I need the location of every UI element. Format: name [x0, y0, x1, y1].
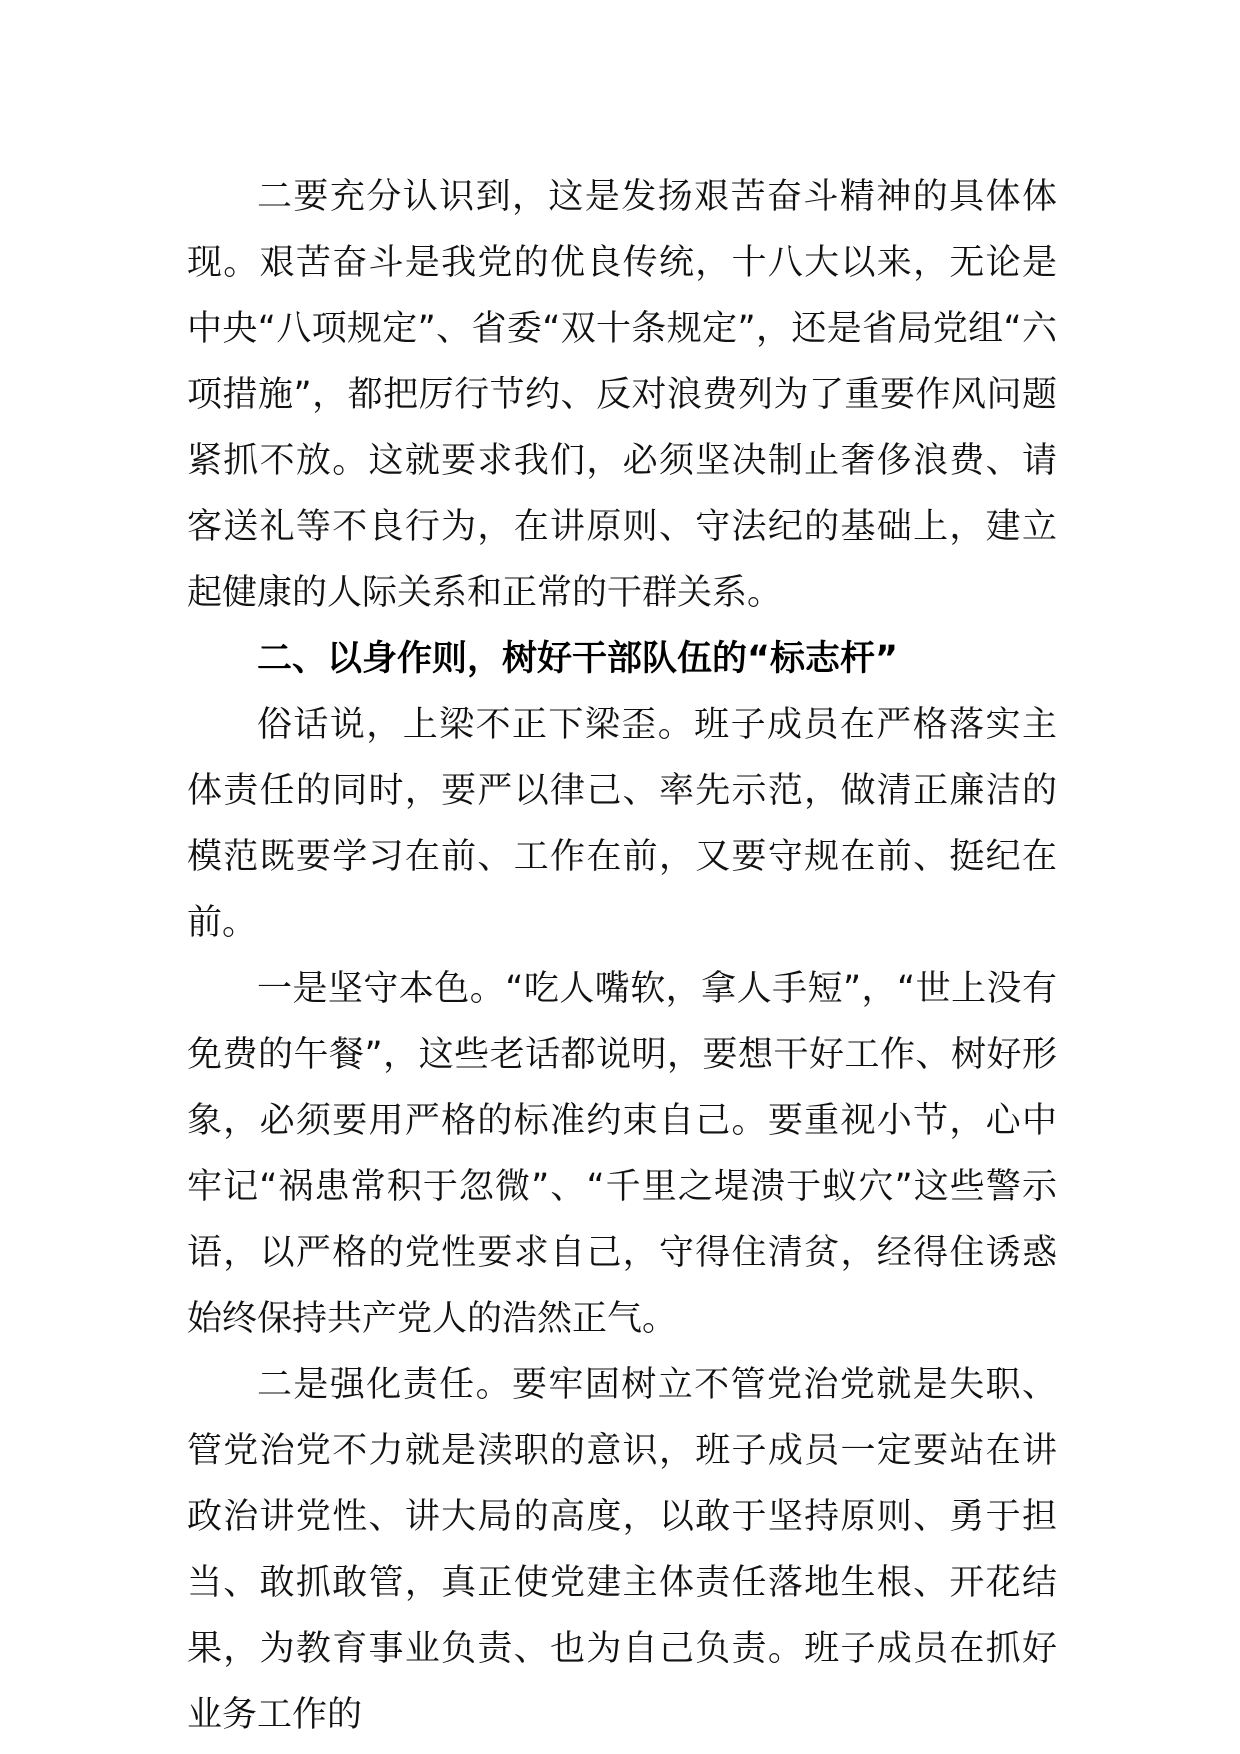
- paragraph-keep-true-colors: 一是坚守本色。“吃人嘴软，拿人手短”，“世上没有免费的午餐”，这些老话都说明，要想干好工作、树好形象，必须要用严格的标准约束自己。要重视小节，心中牢记“祸患常积于忽微”、“千里之堤溃于蚁穴”这些警示语，以严格的党性要求自己，守得住清贫，经得住诱惑始终保持共产党人的浩然正气。: [187, 969, 1057, 1339]
- paragraph-strengthen-responsibility: 二是强化责任。要牢固树立不管党治党就是失职、管党治党不力就是渎职的意识，班子成员一定要站在讲政治讲党性、讲大局的高度，以敢于坚持原则、勇于担当、敢抓敢管，真正使党建主体责任落地生根、开花结果，为教育事业负责、也为自己负责。班子成员在抓好业务工作的: [187, 1365, 1057, 1735]
- paragraph-frugality: 二要充分认识到，这是发扬艰苦奋斗精神的具体体现。艰苦奋斗是我党的优良传统，十八大以来，无论是中央“八项规定”、省委“双十条规定”，还是省局党组“六项措施”，都把厉行节约、反对浪费列为了重要作风问题紧抓不放。这就要求我们，必须坚决制止奢侈浪费、请客送礼等不良行为，在讲原则、守法纪的基础上，建立起健康的人际关系和正常的干群关系。: [187, 177, 1057, 613]
- document-body: [187, 164, 1057, 1748]
- section-heading-lead-by-example: 二、以身作则，树好干部队伍的“标志杆”: [257, 639, 899, 679]
- paragraph-proverb: 俗话说，上梁不正下梁歪。班子成员在严格落实主体责任的同时，要严以律己、率先示范，做清正廉洁的模范既要学习在前、工作在前，又要守规在前、挺纪在前。: [187, 705, 1057, 943]
